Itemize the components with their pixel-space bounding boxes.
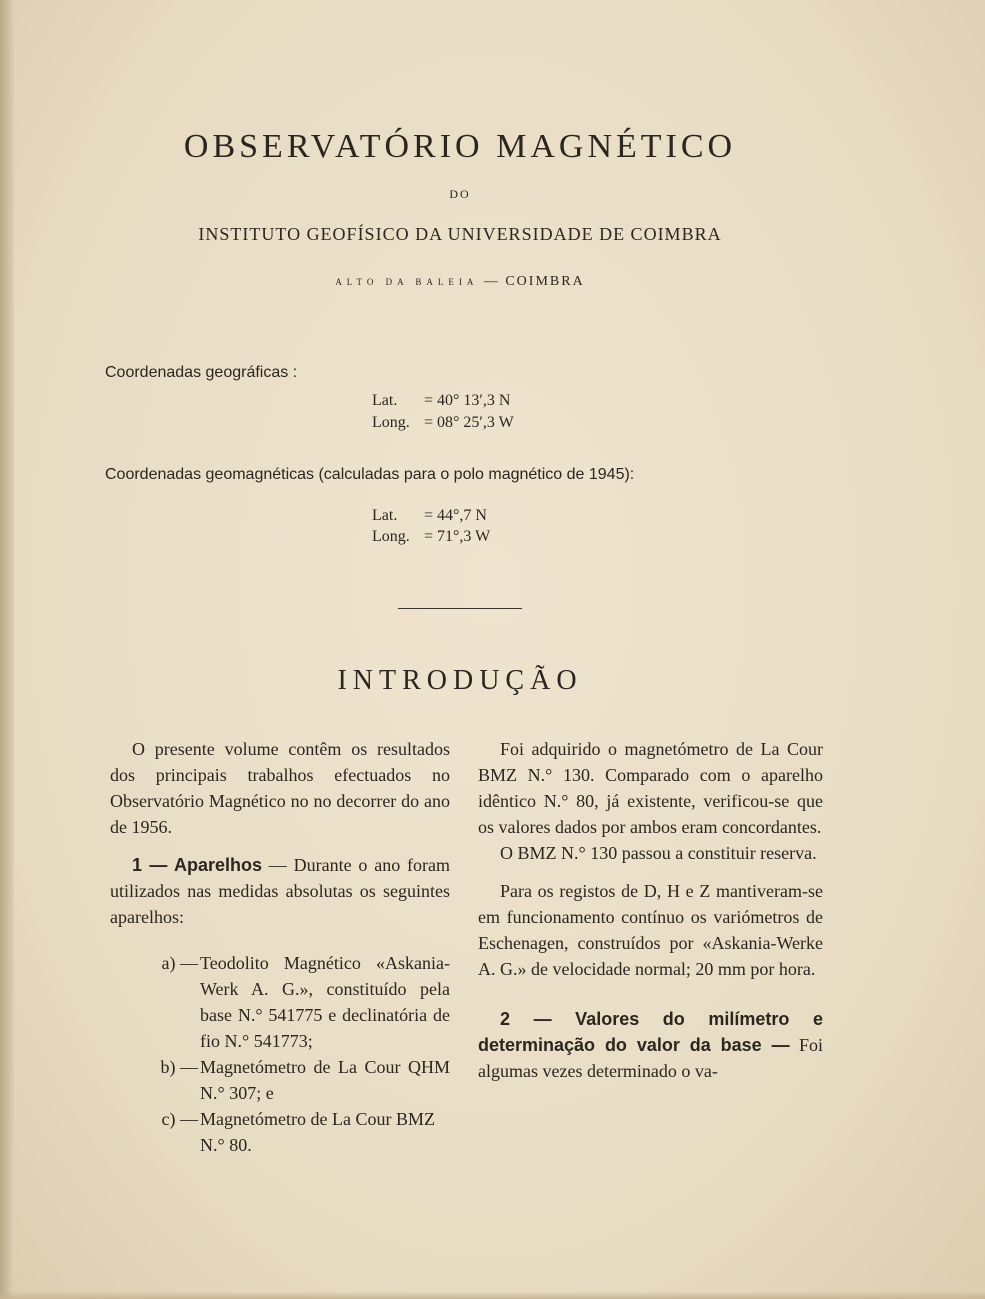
paragraph-2: O BMZ N.° 130 passou a constituir reserva. bbox=[500, 843, 817, 863]
item-mark: b) — bbox=[160, 1057, 198, 1077]
section-1-paragraph bbox=[110, 852, 450, 930]
geographic-lat bbox=[372, 392, 510, 410]
location-city: — COIMBRA bbox=[483, 274, 585, 289]
geomagnetic-lat bbox=[372, 507, 487, 525]
long-value: = 08° 25′,3 W bbox=[424, 414, 514, 431]
institute-name: INSTITUTO GEOFÍSICO DA UNIVERSIDADE DE COIMBRA bbox=[198, 224, 722, 244]
geographic-heading: Coordenadas geográficas : bbox=[105, 364, 298, 381]
item-mark: c) — bbox=[161, 1109, 198, 1129]
long-label: Long. bbox=[372, 528, 410, 545]
right-column bbox=[478, 736, 823, 1084]
location-small: ALTO DA BALEIA bbox=[335, 277, 479, 287]
section-1-text: — Durante o ano foram utilizados nas medidas absolutas os seguintes aparelhos: bbox=[110, 855, 450, 927]
geographic-long bbox=[372, 414, 514, 432]
item-text: Magnetómetro de La Cour QHM N.° 307; e bbox=[200, 1057, 450, 1103]
list-item bbox=[110, 1106, 450, 1158]
section-2-paragraph bbox=[478, 1006, 823, 1084]
section-2-text: Foi algumas vezes determinado o va- bbox=[478, 1035, 823, 1081]
item-mark: a) — bbox=[161, 953, 198, 973]
paragraph-3: Para os registos de D, H e Z mantiveram-se em funcionamento contínuo os variómetros de Eschenagen, construídos por «Askania-Werke A. G.» de velocidade normal; 20 mm por hora. bbox=[478, 881, 823, 979]
long-label: Long. bbox=[372, 414, 410, 431]
lat-label: Lat. bbox=[372, 507, 398, 524]
intro-paragraph: O presente volume contêm os resultados dos principais trabalhos efectuados no Observatório Magnético no no decorrer do ano de 1956. bbox=[110, 739, 450, 837]
item-text: Magnetómetro de La Cour BMZ N.° 80. bbox=[200, 1109, 435, 1155]
location-line bbox=[0, 274, 920, 290]
section-1-heading: 1 — Aparelhos bbox=[132, 855, 262, 875]
lat-value: = 44°,7 N bbox=[424, 507, 487, 524]
page-title: OBSERVATÓRIO MAGNÉTICO bbox=[183, 128, 737, 165]
geomagnetic-heading: Coordenadas geomagnéticas (calculadas para o polo magnético de 1945): bbox=[105, 466, 635, 483]
section-title: INTRODUÇÃO bbox=[337, 665, 583, 696]
title-connector: DO bbox=[449, 187, 471, 201]
paragraph-1: Foi adquirido o magnetómetro de La Cour BMZ N.° 130. Comparado com o aparelho idêntico N.° 80, já existente, verificou-se que os valores dados por ambos eram concordantes. bbox=[478, 739, 823, 837]
lat-value: = 40° 13′,3 N bbox=[424, 392, 511, 409]
lat-label: Lat. bbox=[372, 392, 398, 409]
left-column bbox=[110, 736, 450, 1158]
divider-rule bbox=[398, 608, 522, 609]
item-text: Teodolito Magnético «Askania-Werk A. G.», constituído pela base N.° 541775 e declinatória de fio N.° 541773; bbox=[200, 953, 450, 1051]
section-2-heading: 2 — Valores do milímetro e determinação do valor da base — bbox=[478, 1009, 823, 1055]
long-value: = 71°,3 W bbox=[424, 528, 491, 545]
list-item bbox=[110, 950, 450, 1054]
geomagnetic-long bbox=[372, 528, 490, 546]
page-bottom-edge bbox=[0, 1291, 985, 1299]
list-item bbox=[110, 1054, 450, 1106]
